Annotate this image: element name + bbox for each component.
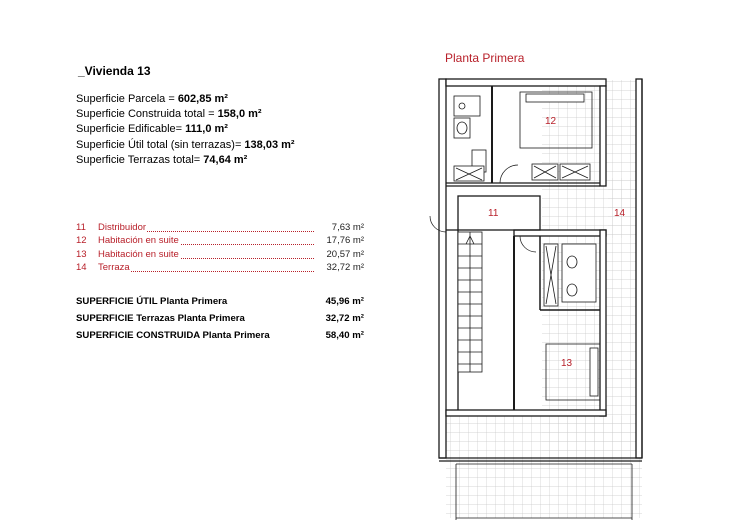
bathroom-upper (454, 96, 486, 181)
room-label-12: 12 (545, 116, 557, 127)
total-terrazas: SUPERFICIE Terrazas Planta Primera 32,72 m² (76, 312, 364, 324)
page-title: _Vivienda 13 (78, 64, 151, 78)
summary-construida: Superficie Construida total = 158,0 m² (76, 108, 262, 121)
plan-title: Planta Primera (445, 51, 525, 65)
summary-parcela: Superficie Parcela = 602,85 m² (76, 93, 228, 105)
summary-util: Superficie Útil total (sin terrazas)= 138,03 m² (76, 138, 295, 151)
room-label-13: 13 (561, 358, 573, 369)
summary-terrazas: Superficie Terrazas total= 74,64 m² (76, 153, 248, 166)
staircase (458, 232, 482, 372)
summary-edificable: Superficie Edificable= 111,0 m² (76, 123, 228, 136)
room-row: 12 Habitación en suite 17,76 m² (76, 235, 364, 247)
total-util: SUPERFICIE ÚTIL Planta Primera 45,96 m² (76, 296, 364, 307)
total-construida: SUPERFICIE CONSTRUIDA Planta Primera 58,40 m² (76, 329, 364, 341)
room-label-11: 11 (488, 208, 499, 219)
room-row: 13 Habitación en suite 20,57 m² (76, 248, 364, 260)
room-row: 11 Distribuidor 7,63 m² (76, 222, 364, 233)
room-row: 14 Terraza 32,72 m² (76, 261, 364, 273)
room-label-14: 14 (614, 208, 626, 219)
